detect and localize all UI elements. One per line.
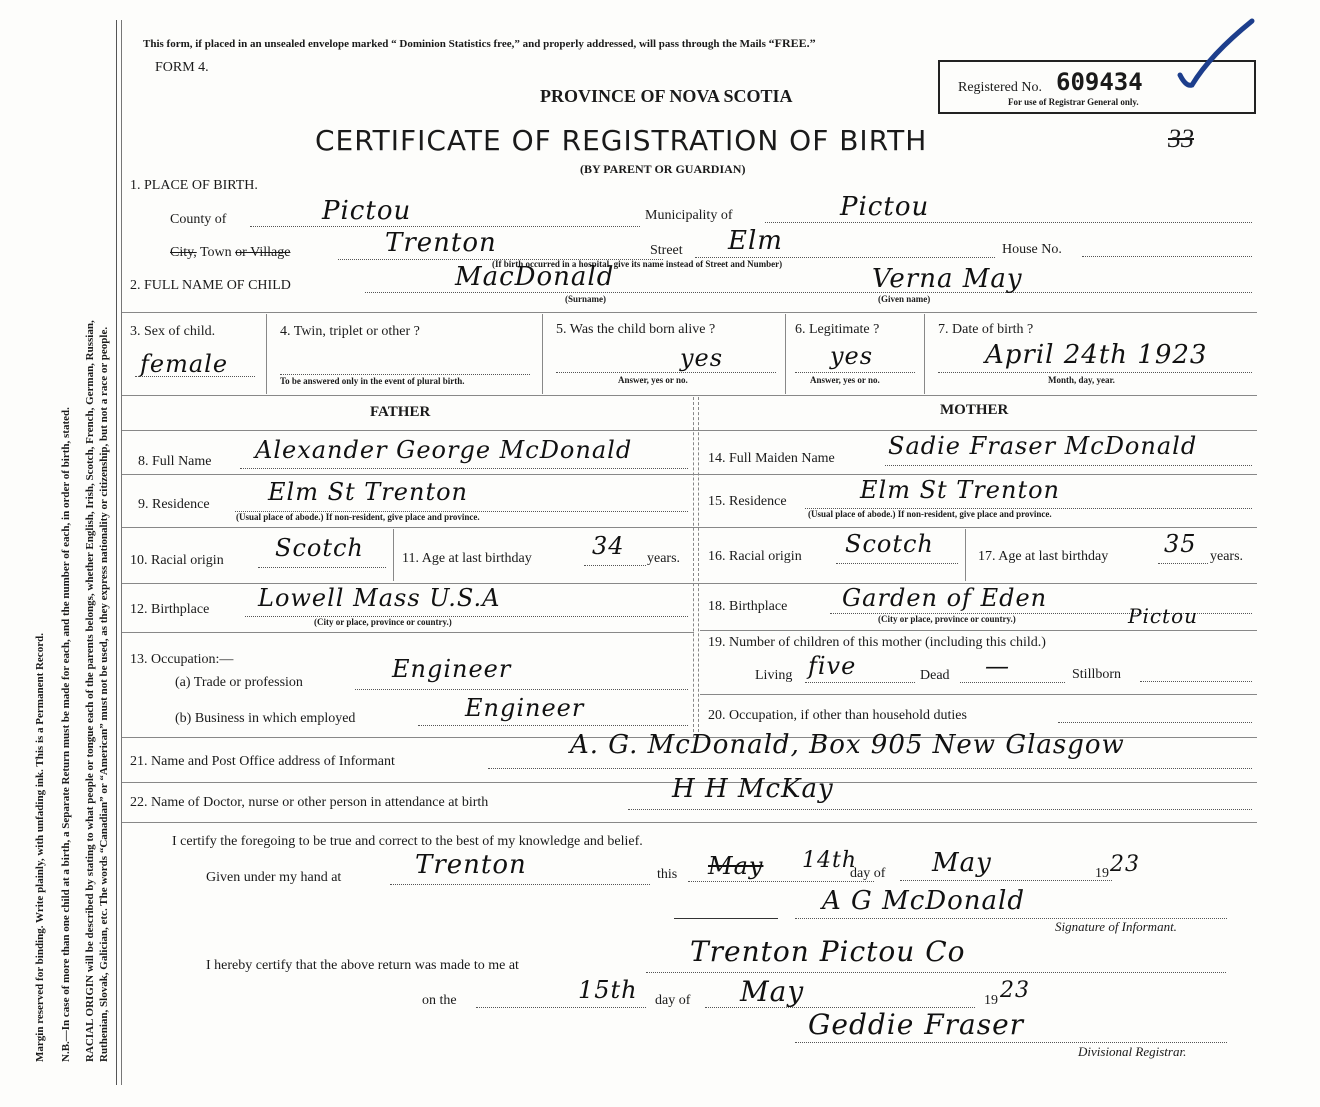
registrar-place: Trenton Pictou Co [690, 935, 966, 968]
father-residence-label: 9. Residence [138, 497, 210, 512]
date-of-birth-label: 7. Date of birth ? [938, 322, 1034, 337]
mother-birthplace: Garden of Eden [842, 584, 1048, 612]
dead-value: — [985, 652, 1010, 680]
father-full-name: Alexander George McDonald [255, 436, 633, 464]
street-label: Street [650, 243, 683, 258]
check-mark-icon [1170, 15, 1260, 95]
living-value: five [808, 652, 857, 680]
form-number: FORM 4. [155, 60, 209, 75]
born-alive-label: 5. Was the child born alive ? [556, 322, 716, 337]
mother-birthplace-2: Pictou [1128, 604, 1199, 628]
registrar-on-the: on the [422, 993, 457, 1008]
registrar-year-prefix: 19 [984, 993, 998, 1008]
mother-birthplace-label: 18. Birthplace [708, 599, 788, 614]
certify-statement: I certify the foregoing to be true and correct to the best of my knowledge and belief. [172, 834, 643, 849]
father-race-label: 10. Racial origin [130, 553, 224, 568]
margin-note-plural-births: N.B.—In case of more than one child at a birth, a Separate Return must be made for each, and the number of each, in order of birth, stated. [60, 407, 72, 1062]
father-occupation-label: 13. Occupation:— [130, 652, 234, 667]
certify-day-of: day of [850, 866, 886, 881]
house-number-label: House No. [1002, 242, 1062, 257]
street-value: Elm [728, 226, 783, 256]
town-value: Trenton [385, 228, 497, 258]
mother-years: years. [1210, 549, 1244, 564]
father-business: Engineer [465, 694, 585, 722]
binding-margin-line-2 [121, 20, 122, 1085]
father-residence: Elm St Trenton [268, 478, 468, 506]
town-label: City, Town or Village [170, 245, 291, 260]
place-of-birth-heading: 1. PLACE OF BIRTH. [130, 178, 258, 193]
mother-residence: Elm St Trenton [860, 476, 1060, 504]
father-age-label: 11. Age at last birthday [402, 551, 532, 566]
father-heading: FATHER [370, 404, 431, 420]
born-alive-caption: Answer, yes or no. [618, 375, 688, 385]
child-surname: MacDonald [455, 262, 615, 292]
sex-label: 3. Sex of child. [130, 324, 216, 339]
born-alive-value: yes [680, 344, 724, 372]
informant-label: 21. Name and Post Office address of Informant [130, 754, 395, 769]
doctor-value: H H McKay [672, 774, 834, 804]
legitimate-value: yes [830, 342, 874, 370]
twin-label: 4. Twin, triplet or other ? [280, 324, 420, 339]
business-label: (b) Business in which employed [175, 711, 356, 726]
day-struck: May [708, 852, 764, 880]
county-value: Pictou [322, 196, 412, 226]
child-given-name: Verna May [872, 264, 1023, 294]
father-trade: Engineer [392, 655, 512, 683]
living-label: Living [755, 668, 793, 683]
given-name-caption: (Given name) [878, 294, 931, 304]
mail-notice: This form, if placed in an unsealed envelope marked “ Dominion Statistics free,” and properly addressed, will pass through the Mails “FREE.” [143, 36, 816, 50]
registrar-day-of: day of [655, 993, 691, 1008]
children-count-label: 19. Number of children of this mother (including this child.) [708, 635, 1046, 650]
surname-caption: (Surname) [565, 294, 606, 304]
trade-label: (a) Trade or profession [175, 675, 303, 690]
binding-margin-line [116, 20, 117, 1085]
margin-note-racial-origin: RACIAL ORIGIN will be described by stating to what people or tongue each of the parents belongs, whether English, Irish, Scotch, French, German, Russian, [84, 320, 96, 1062]
child-name-label: 2. FULL NAME OF CHILD [130, 278, 291, 293]
doctor-label: 22. Name of Doctor, nurse or other person in attendance at birth [130, 795, 489, 810]
certify-month: May [932, 848, 992, 878]
mother-maiden-name: Sadie Fraser McDonald [888, 432, 1198, 460]
certify-year-prefix: 19 [1095, 866, 1109, 881]
informant-value: A. G. McDonald, Box 905 New Glasgow [570, 730, 1125, 760]
mother-residence-caption: (Usual place of abode.) If non-resident, give place and province. [808, 509, 1052, 519]
registered-number: 609434 [1056, 68, 1143, 96]
father-racial-origin: Scotch [275, 534, 364, 562]
certificate-title: CERTIFICATE OF REGISTRATION OF BIRTH [315, 124, 928, 157]
mother-residence-label: 15. Residence [708, 494, 787, 509]
corner-mark: 33 [1168, 124, 1194, 153]
mother-name-label: 14. Full Maiden Name [708, 451, 835, 466]
registrar-signature: Geddie Fraser [808, 1008, 1025, 1041]
stillborn-label: Stillborn [1072, 667, 1122, 682]
certify-year: 23 [1110, 852, 1140, 877]
given-place: Trenton [415, 850, 527, 880]
mother-occupation-label: 20. Occupation, if other than household duties [708, 708, 967, 723]
province-title: PROVINCE OF NOVA SCOTIA [540, 86, 793, 106]
signature-caption: Signature of Informant. [1055, 919, 1177, 934]
father-birthplace-caption: (City or place, province or country.) [314, 617, 452, 627]
registrar-year: 23 [1000, 978, 1030, 1003]
registrar-statement: I hereby certify that the above return was made to me at [206, 958, 519, 973]
father-age: 34 [592, 532, 625, 560]
registrar-month: May [740, 975, 805, 1008]
informant-signature: A G McDonald [822, 886, 1025, 916]
father-residence-caption: (Usual place of abode.) If non-resident, give place and province. [236, 512, 480, 522]
father-years: years. [647, 551, 681, 566]
registered-label: Registered No. [958, 80, 1042, 95]
this-label: this [657, 867, 678, 882]
certify-day: 14th [802, 848, 858, 873]
mother-race-label: 16. Racial origin [708, 549, 802, 564]
dead-label: Dead [920, 668, 950, 683]
legitimate-label: 6. Legitimate ? [795, 322, 880, 337]
margin-note-binding: Margin reserved for binding. Write plainly, with unfading ink. This is a Permanent Record. [34, 633, 46, 1062]
registrar-day: 15th [578, 976, 638, 1004]
registrar-use-note: For use of Registrar General only. [1008, 97, 1139, 107]
registrar-caption: Divisional Registrar. [1078, 1044, 1187, 1059]
father-name-label: 8. Full Name [138, 454, 212, 469]
municipality-value: Pictou [840, 192, 930, 222]
sex-value: female [140, 350, 229, 378]
date-of-birth-caption: Month, day, year. [1048, 375, 1115, 385]
municipality-label: Municipality of [645, 208, 733, 223]
father-birthplace-label: 12. Birthplace [130, 602, 210, 617]
mother-age-label: 17. Age at last birthday [978, 549, 1109, 564]
county-label: County of [170, 212, 227, 227]
hospital-note: (If birth occurred in a hospital, give its name instead of Street and Number) [492, 259, 783, 269]
mother-heading: MOTHER [940, 402, 1009, 418]
date-of-birth-value: April 24th 1923 [985, 340, 1208, 370]
mother-age: 35 [1164, 530, 1197, 558]
mother-racial-origin: Scotch [845, 530, 934, 558]
given-under-label: Given under my hand at [206, 870, 342, 885]
certificate-subtitle: (BY PARENT OR GUARDIAN) [580, 162, 746, 176]
twin-note: To be answered only in the event of plural birth. [280, 376, 465, 386]
margin-note-racial-origin-2: Ruthenian, Slovak, Galician, etc. The words “Canadian” or “American” must not be used, as they express nationality or citizenship, but not a race or people. [98, 326, 110, 1062]
mother-birthplace-caption: (City or place, province or country.) [878, 614, 1016, 624]
legitimate-caption: Answer, yes or no. [810, 375, 880, 385]
father-birthplace: Lowell Mass U.S.A [258, 584, 501, 612]
